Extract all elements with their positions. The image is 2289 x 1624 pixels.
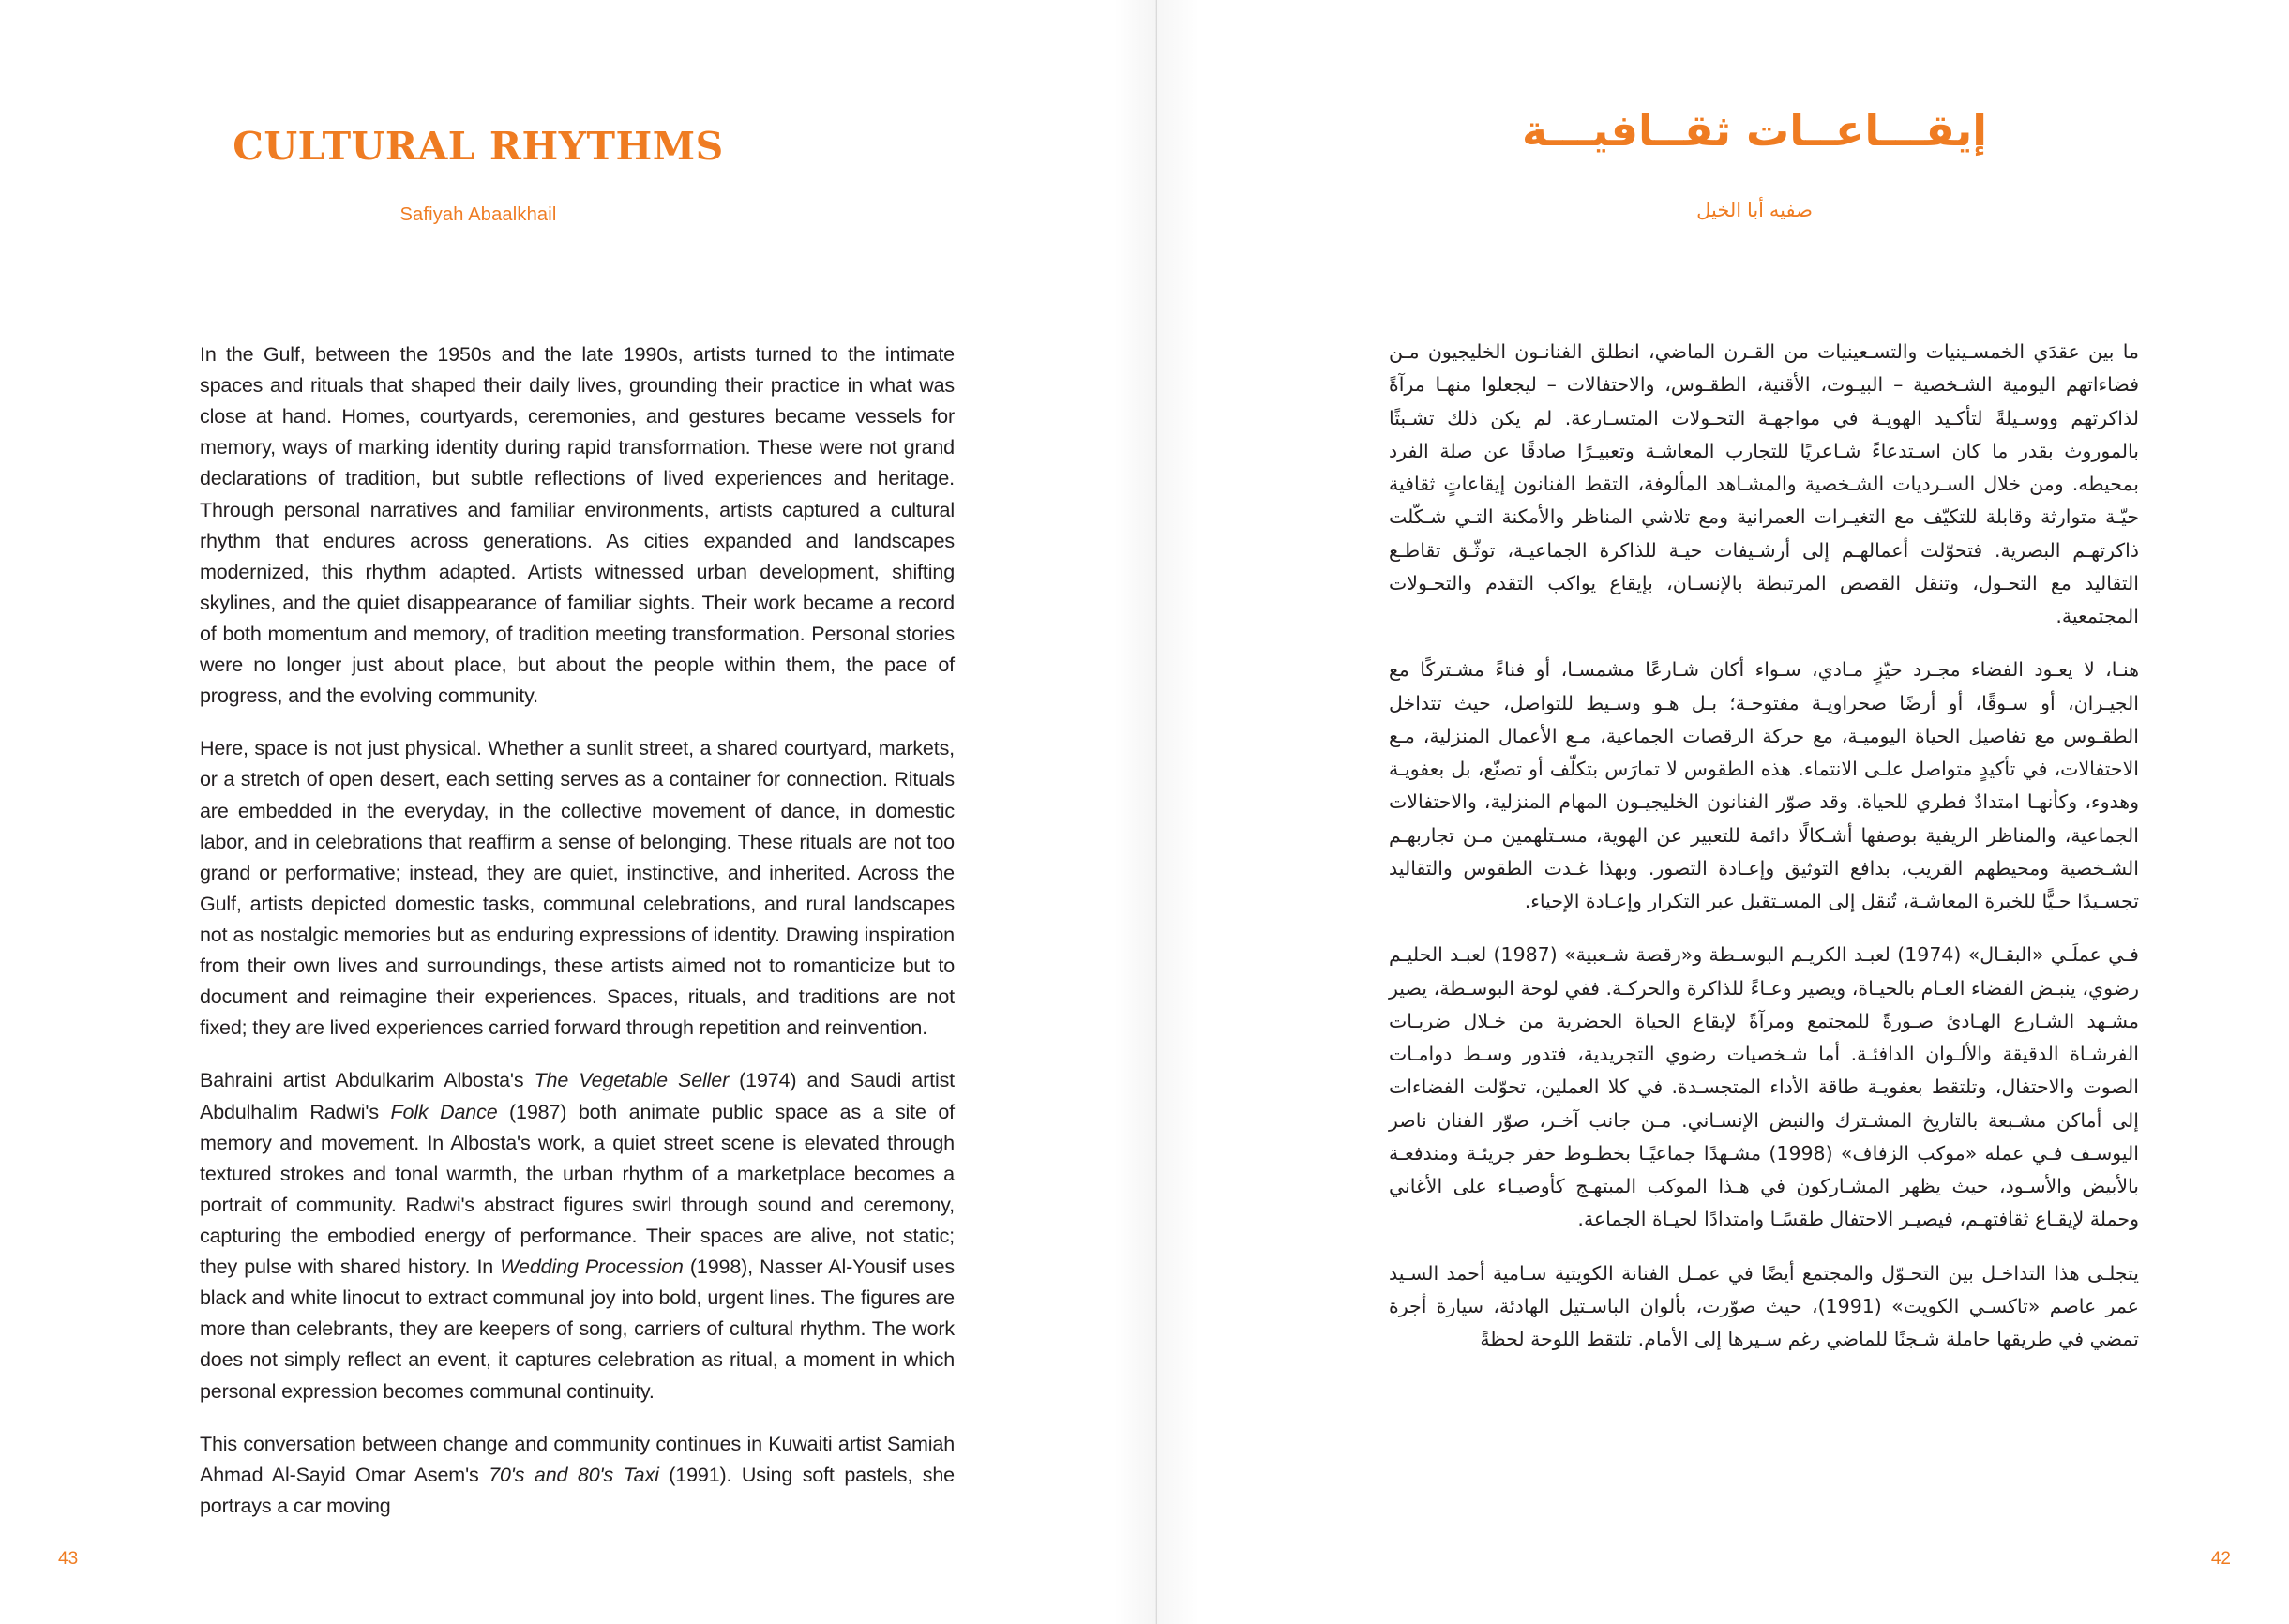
arabic-body-text xyxy=(1389,336,2139,1356)
paragraph: هنـا، لا يعـود الفضاء مجـرد حيّزٍ مـادي، سـواء أكان شـارعًا مشمسـا، أو فناءً مشـتركًا مع الجيـران، أو سـوقًا، أو أرضًا صحراويـة مفتوحـة؛ بـل هـو وسـيط للتواصل، حيث تتداخل الطقـوس مع تفاصيل الحياة اليوميـة، مع حركة الرقصات الجماعية، مـع الأعمال المنزلية، مـع الاحتفالات، في تأكيدٍ متواصل علـى الانتماء. هذه الطقوس لا تمارَس بتكلّف أو تصنّع، بل بعفويـة وهدوء، وكأنهـا امتدادٌ فطري للحياة. وقد صوّر الفنانون الخليجيـون المهام المنزلية، والاحتفالات الجماعية، والمناظر الريفية بوصفها أشـكالًا دائمة للتعبير عن الهوية، مسـتلهمين مـن تجاربهـم الشـخصية ومحيطهم القريب، بدافع التوثيق وإعـادة التصور. وبهذا غـدت الطقوس والتقاليد تجسـيدًا حـيًّا للخبرة المعاشـة، تُنقل إلى المسـتقبل عبر التكرار وإعـادة الإحياء. xyxy=(1389,658,2139,912)
paragraph: ما بين عقدَي الخمسـينيات والتسـعينيات من القـرن الماضي، انطلق الفنانـون الخليجيون مـن فضاءاتهم اليومية الشـخصية – البيـوت، الأقنية، الطقـوس، والاحتفالات – ليجعلوا منهـا مرآةً لذاكرتهم ووسـيلةً لتأكـيد الهويـة في مواجهـة التحـولات المتسـارعة. لم يكن ذلك تشـبثًا بالموروث بقدر ما كان اسـتدعاءً شـاعريًا للتجارب المعاشـة وتعبيـرًا صادقًا عن صلة الفرد بمحيطه. ومن خلال السـرديات الشـخصية والمشـاهد المألوفة، التقط الفنانون إيقاعاتٍ ثقافية حيّـة متوارثة وقابلة للتكيّف مع التغيـرات العمرانية ومع تلاشي المناظر والأمكنة التـي شـكّلت ذاكرتهـم البصرية. فتحوّلت أعمالهـم إلى أرشـيفات حيـة للذاكرة الجماعيـة، توثّـق تقاطـع التقاليد مع التحـول، وتنقل القصص المرتبطة بالإنسـان، بإيقاع يواكب التقدم والتحـولات المجتمعية. xyxy=(1389,340,2139,627)
author-name: Safiyah Abaalkhail xyxy=(399,204,557,225)
paragraph: This conversation between change and community continues in Kuwaiti artist Samiah Ahmad Al-Sayid Omar Asem's 70's and 80's Taxi (1991). Using soft pastels, she portrays a car moving xyxy=(200,1432,955,1517)
paragraph: يتجلـى هذا التداخـل بين التحـوّل والمجتمع أيضًا في عمـل الفنانة الكويتية سـامية أحمد السـيد عمر عاصم «تاكسـي الكويت» (1991)، حيث صوّرت، بألوان الباسـتيل الهادئة، سيارة أجرة تمضي في طريقها حاملة شـجنًا للماضي رغم سـيرها إلى الأمام. تلتقط اللوحة لحظةً xyxy=(1389,1261,2139,1350)
page-gutter xyxy=(1155,0,1157,1624)
paragraph: Here, space is not just physical. Whether a sunlit street, a shared courtyard, markets, or a stretch of open desert, each setting serves as a container for connection. Rituals are embedded in the everyday, in the collective movement of dance, in domestic labor, and in celebrations that reaffirm a sense of belonging. These rituals are not too grand or performative; instead, they are quiet, instinctive, and inherited. Across the Gulf, artists depicted domestic tasks, communal celebrations, and rural landscapes not as nostalgic memories but as enduring expressions of identity. Drawing inspiration from their own lives and surroundings, these artists aimed not to romanticize but to document and reimagine their experiences. Spaces, rituals, and traditions are not fixed; they are lived experiences carried forward through repetition and reinvention. xyxy=(200,737,955,1040)
paragraph: فـي عملَـي «البقـال» (1974) لعبـد الكريـم البوسـطة و«رقصة شـعبية» (1987) لعبـد الحليـم رضوي، ينبـض الفضاء العـام بالحيـاة، ويصير وعـاءً للذاكرة والحركـة. ففي لوحة البوسـطة، يصير مشـهد الشـارع الهـادئ صـورةً للمجتمع ومرآةً لإيقاع الحياة الحضرية من خـلال ضربـات الفرشـاة الدقيقة والألـوان الدافئـة. أما شـخصيات رضوي التجريدية، فتدور وسـط دوامـات الصوت والاحتفال، وتلتقط بعفويـة طاقة الأداء المتجسـدة. في كلا العملين، تحوّلت الفضاءات إلى أماكن مشـبعة بالتاريخ المشـترك والنبض الإنسـاني. مـن جانب آخـر، صوّر الفنان ناصر اليوسـف فـي عمله «موكب الزفاف» (1998) مشـهدًا جماعيًـا بخطـوط حفر جريئـة ومندفعـة بالأبيض والأسـود، حيث يظهر المشـاركون في هـذا الموكب المبتهـج كأوصيـاء على الأغاني وحملة لإيقـاع ثقافتهـم، فيصيـر الاحتفال طقسًـا وامتدادًا لحيـاة الجماعة. xyxy=(1389,943,2139,1231)
page-number-left: 43 xyxy=(58,1549,79,1569)
gutter-shadow-right xyxy=(1157,0,1200,1624)
page-right-arabic xyxy=(1155,0,2289,1624)
page-title: CULTURAL RHYTHMS xyxy=(233,124,724,169)
author-name-arabic: صفيه أبا الخيل xyxy=(1696,200,1813,221)
paragraph: Bahraini artist Abdulkarim Albosta's The Vegetable Seller (1974) and Saudi artist Abdulhalim Radwi's Folk Dance (1987) both animate public space as a site of memory and movement. In Albosta's work, a quiet street scene is elevated through textured strokes and tonal warmth, the urban rhythm of a marketplace becomes a portrait of community. Radwi's abstract figures swirl through sound and ceremony, capturing the embodied energy of performance. Their spaces are alive, not static; they pulse with shared history. In Wedding Procession (1998), Nasser Al-Yousif uses black and white linocut to extract communal joy into bold, urgent lines. The figures are more than celebrants, they are keepers of song, carriers of cultural rhythm. The work does not simply reflect an event, it captures celebration as ritual, a moment in which personal expression becomes communal continuity. xyxy=(200,1069,955,1403)
paragraph: In the Gulf, between the 1950s and the late 1990s, artists turned to the intimate spaces and rituals that shaped their daily lives, grounding their practice in what was close at hand. Homes, courtyards, ceremonies, and gestures became vessels for memory, ways of marking identity during rapid transformation. These were not grand declarations of tradition, but subtle reflections of lived experiences and heritage. Through personal narratives and familiar environments, artists captured a cultural rhythm that endures across generations. As cities expanded and landscapes modernized, this rhythm adapted. Artists witnessed urban development, shifting skylines, and the quiet disappearance of familiar sights. Their work became a record of both momentum and memory, of tradition meeting transformation. Personal stories were no longer just about place, but about the people within them, the pace of progress, and the evolving community. xyxy=(200,343,955,708)
page-number-right: 42 xyxy=(2210,1549,2231,1569)
gutter-shadow-left xyxy=(1114,0,1157,1624)
english-body-text xyxy=(200,339,955,1522)
page-title-arabic: إيقـــاعــات ثقــافيـــة xyxy=(1521,105,1988,156)
